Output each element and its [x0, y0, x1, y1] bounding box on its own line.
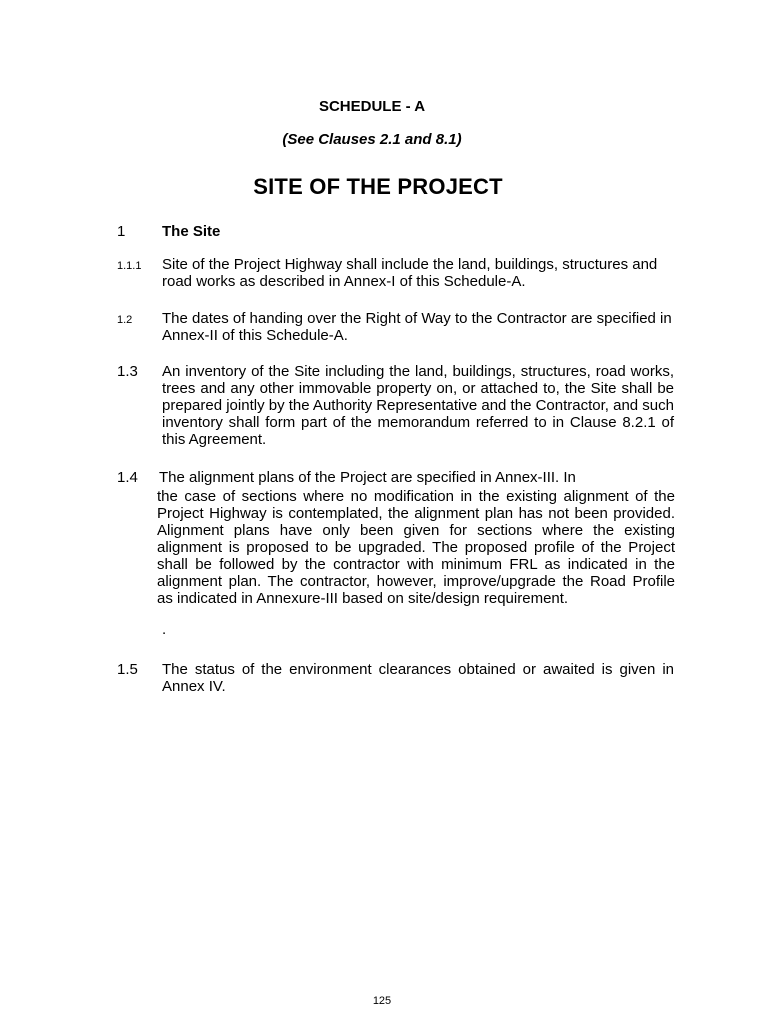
section-lead: The alignment plans of the Project are specified in Annex-III. In: [159, 469, 576, 486]
section-number: 1.3: [117, 363, 138, 380]
section-number: 1.1.1: [117, 260, 142, 272]
section-text: the case of sections where no modification in the existing alignment of the Project Highway is contemplated, the alignment plan has not been provided. Alignment plans have only been given for sections where the existing alignment is proposed to be upgraded. The proposed profile of the Project shall be followed by the contractor with minimum FRL as indicated in the alignment plan. The contractor, however, improve/upgrade the Road Profile as indicated in Annexure-III based on site/design requirement.: [157, 488, 675, 607]
section-number: 1.2: [117, 314, 133, 326]
section-number: 1.5: [117, 661, 138, 678]
schedule-heading: SCHEDULE - A: [318, 98, 426, 115]
page-title: SITE OF THE PROJECT: [253, 174, 503, 199]
section-text: The dates of handing over the Right of Way to the Contractor are specified in Annex-II of this Schedule-A.: [162, 310, 672, 344]
section-text: An inventory of the Site including the land, buildings, structures, road works, trees and any other immovable property on, or attached to, the Site shall be prepared jointly by the Authority Representative and the Contractor, and such inventory shall form part of the memorandum referred to in Clause 8.2.1 of this Agreement.: [162, 363, 674, 448]
section-text: The status of the environment clearances obtained or awaited is given in Annex IV.: [162, 661, 674, 695]
clauses-reference: (See Clauses 2.1 and 8.1): [282, 131, 462, 148]
page-number: 125: [372, 995, 392, 1007]
section-number: 1.4: [117, 469, 138, 486]
section-heading: The Site: [162, 223, 221, 240]
section-number: 1: [117, 223, 126, 240]
section-text: Site of the Project Highway shall include the land, buildings, structures and road works as described in Annex-I of this Schedule-A.: [162, 256, 658, 290]
stray-dot: .: [162, 621, 167, 638]
